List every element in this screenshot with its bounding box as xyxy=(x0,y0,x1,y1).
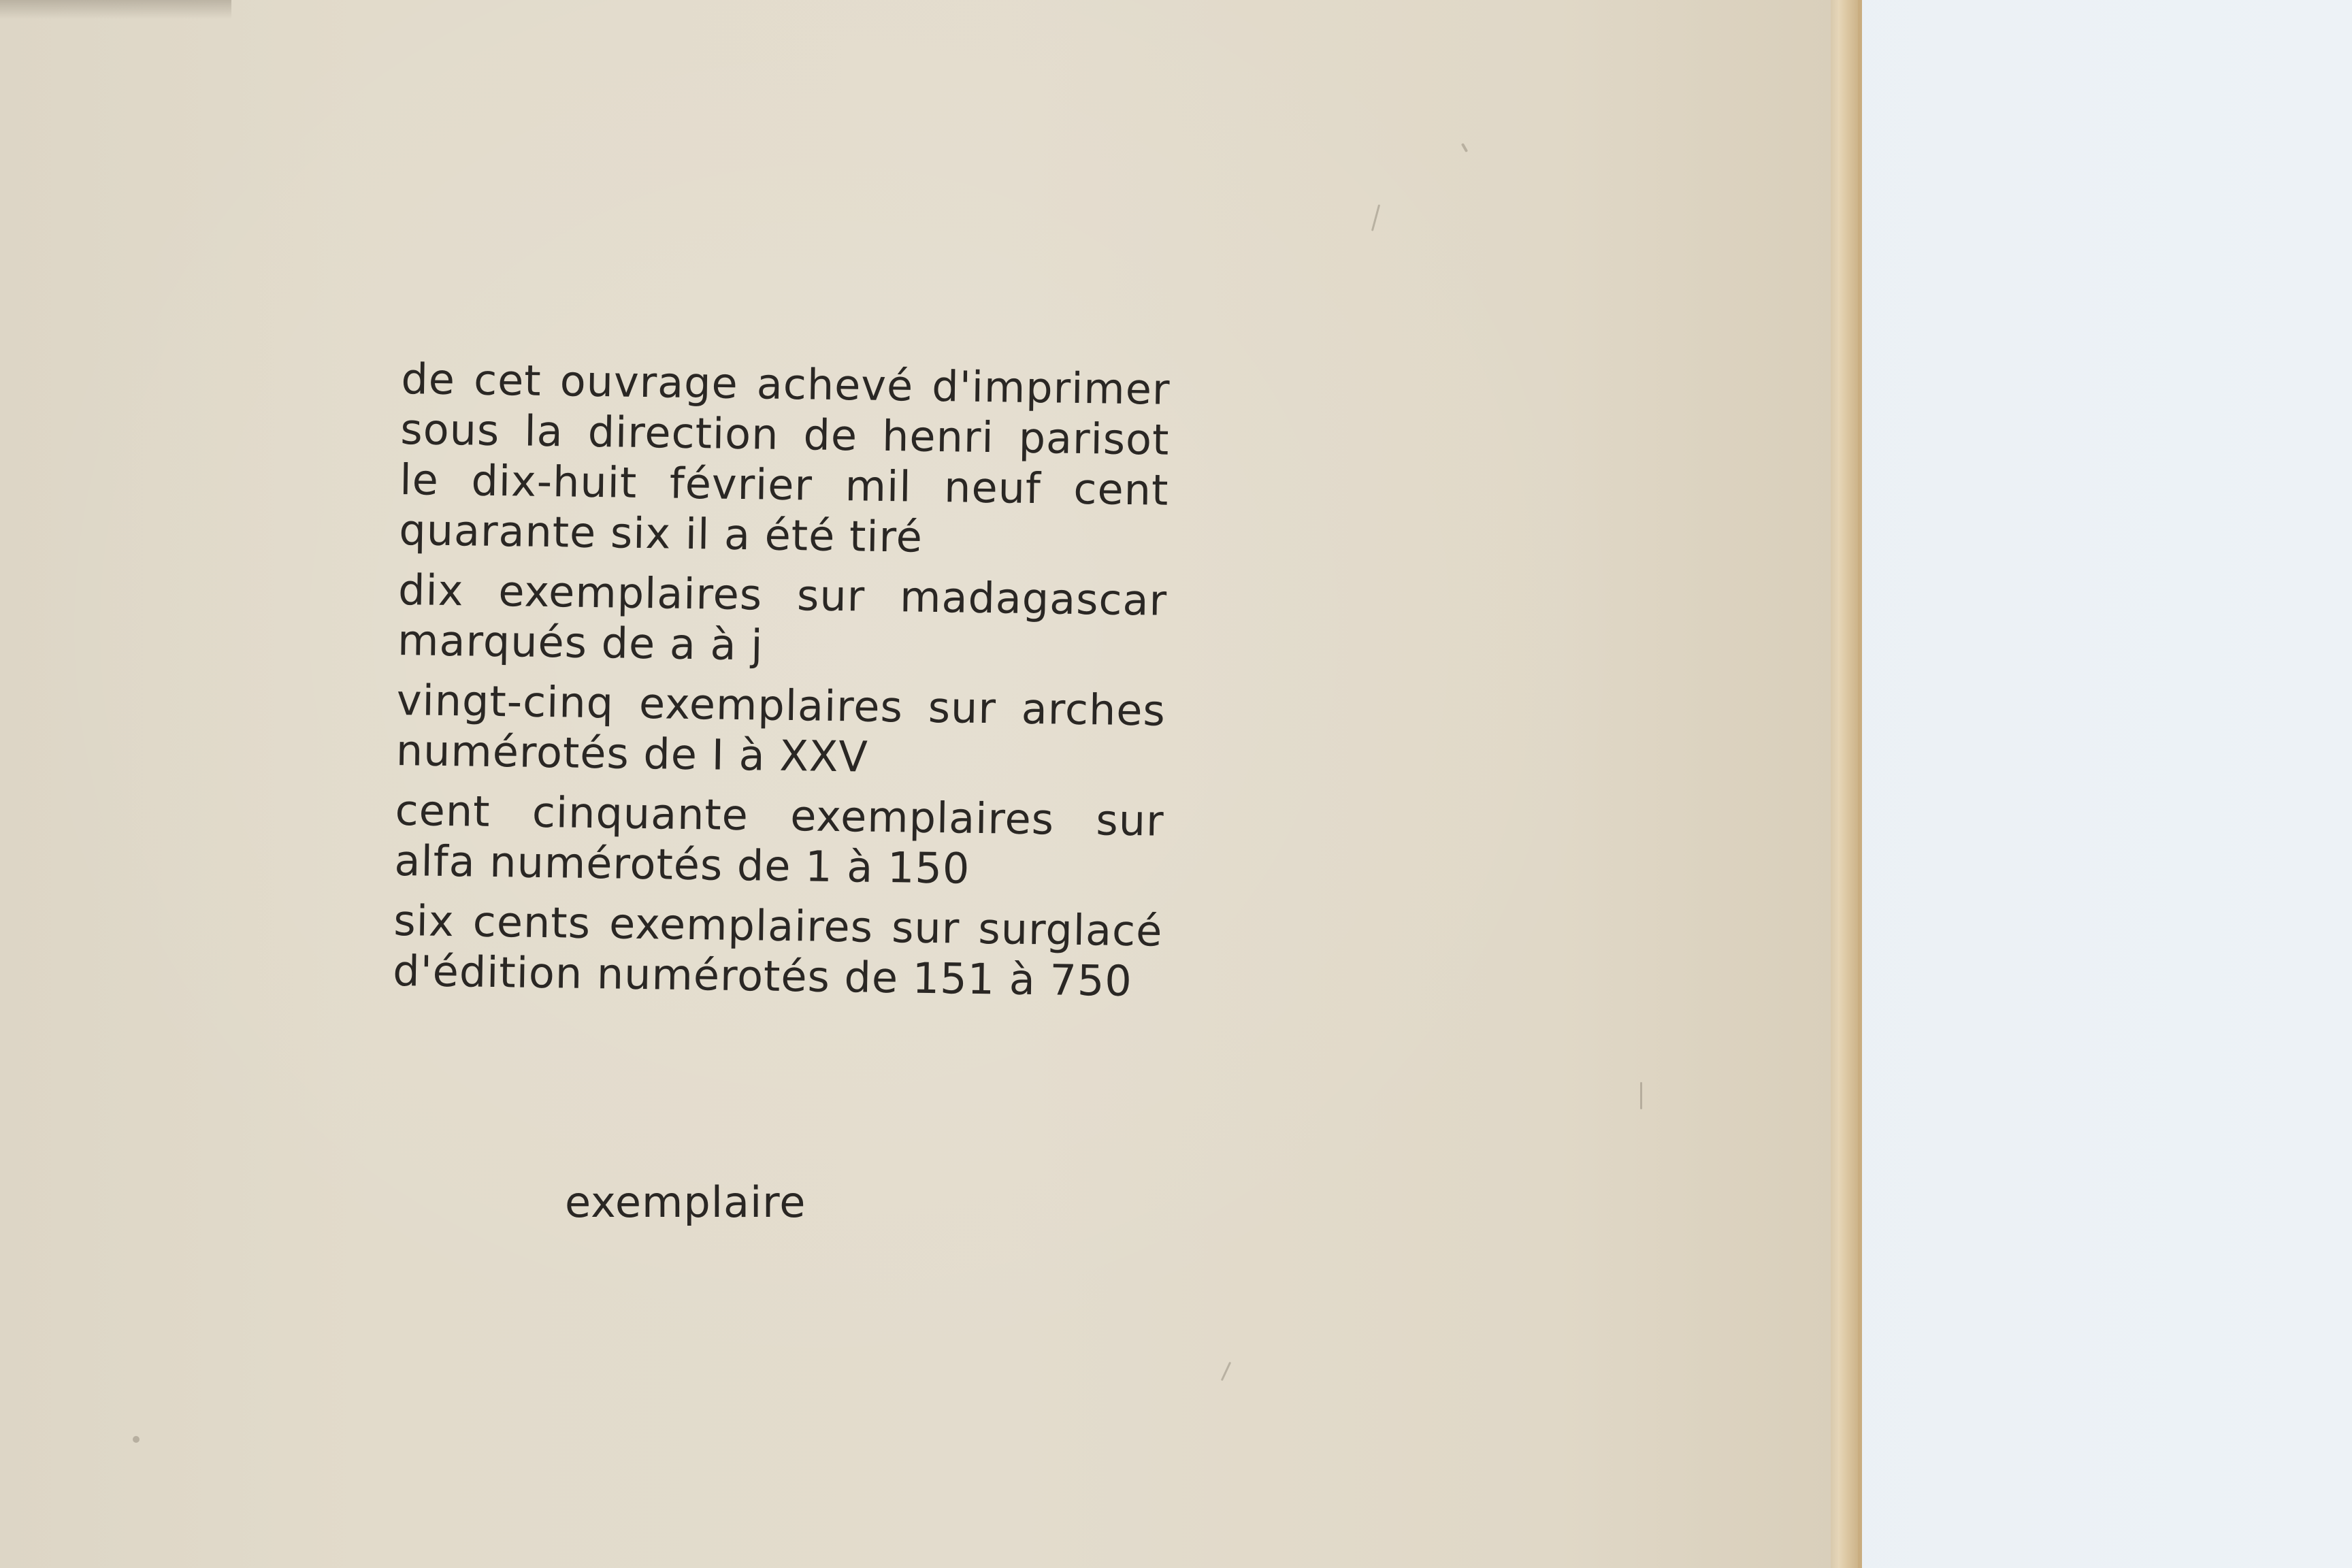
page-edge xyxy=(1831,0,1858,1568)
page-shadow xyxy=(0,0,231,19)
paper-speck xyxy=(1461,143,1468,152)
paper-speck xyxy=(1371,204,1380,231)
colophon-text xyxy=(393,354,1171,1017)
colophon-paragraph: dix exemplaires sur madagascar marqués de a à j xyxy=(397,564,1168,670)
colophon-paragraph: six cents exemplaires sur surglacé d'édition numérotés de 151 à 750 xyxy=(392,895,1163,1007)
colophon-paragraph: cent cinquante exemplaires sur alfa numérotés de 1 à 150 xyxy=(394,785,1165,894)
paper-speck xyxy=(133,1436,140,1443)
paper-speck xyxy=(1221,1362,1231,1381)
colophon-paragraph: de cet ouvrage achevé d'imprimer sous la direction de henri parisot le dix-huit février mil neuf cent quarante six il a été tiré xyxy=(398,354,1171,562)
colophon-paragraph: vingt-cinq exemplaires sur arches numérotés de I à XXV xyxy=(395,674,1166,782)
copy-number-label: exemplaire xyxy=(565,1177,806,1227)
page-edge-shadow xyxy=(1858,0,1862,1568)
paper-speck xyxy=(1640,1082,1642,1109)
